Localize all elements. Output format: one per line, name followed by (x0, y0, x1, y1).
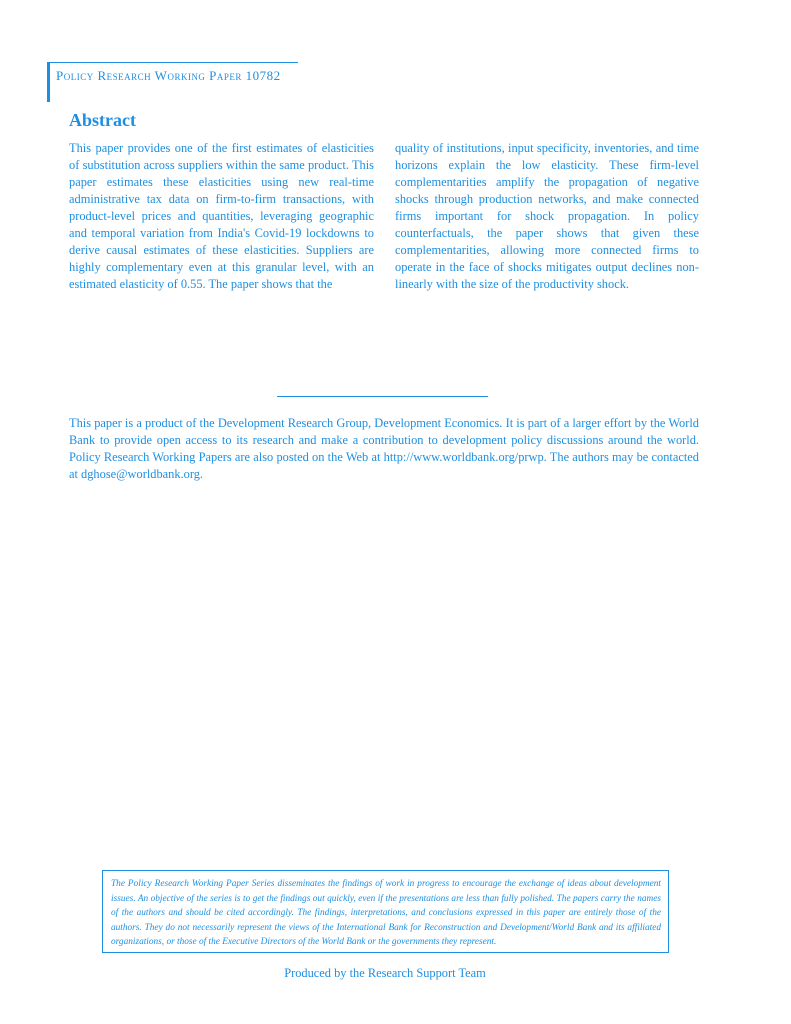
series-title: Policy Research Working Paper 10782 (56, 68, 281, 83)
abstract-heading: Abstract (69, 110, 136, 130)
disclaimer-text: The Policy Research Working Paper Series disseminates the findings of work in progress to encourage the exchange of ideas about development issues. An objective of the series is to get the findings out quickly, even if the presentations are less than fully polished. The papers carry the names of the authors and should be cited accordingly. The findings, interpretations, and conclusions expressed in this paper are entirely those of the authors. They do not necessarily represent the views of the International Bank for Reconstruction and Development/World Bank and its affiliated organizations, or those of the Executive Directors of the World Bank or the governments they represent. (111, 879, 661, 948)
abstract-column-right (395, 140, 699, 293)
abstract-text-left: This paper provides one of the first estimates of elasticities of substitution across suppliers within the same product. This paper estimates these elasticities using new real-time administrative tax data on firm-to-firm transactions, with product-level prices and quantities, leveraging geographic and temporal variation from India's Covid-19 lockdowns to derive causal estimates of these elasticities. Suppliers are highly complementary even at this granular level, with an estimated elasticity of 0.55. The paper shows that the (69, 141, 374, 291)
product-note: This paper is a product of the Development Research Group, Development Economics. It is part of a larger effort by the World Bank to provide open access to its research and make a contribution to development policy discussions around the world. Policy Research Working Papers are also posted on the Web at http://www.worldbank.org/prwp. The authors may be contacted at dghose@worldbank.org. (69, 416, 699, 481)
header-rule-top (47, 62, 298, 63)
abstract-column-left (69, 140, 374, 293)
section-divider (277, 396, 488, 397)
abstract-text-right: quality of institutions, input specificity, inventories, and time horizons explain the low elasticity. These firm-level complementarities amplify the propagation of negative shocks through production networks, and make connected firms important for shock propagation. In policy counterfactuals, the paper shows that given these complementarities, allowing more connected firms to operate in the face of shocks mitigates output declines non-linearly with the size of the productivity shock. (395, 141, 699, 291)
disclaimer-box (102, 870, 669, 953)
header-rule-left (47, 62, 50, 102)
produced-by: Produced by the Research Support Team (284, 966, 486, 980)
